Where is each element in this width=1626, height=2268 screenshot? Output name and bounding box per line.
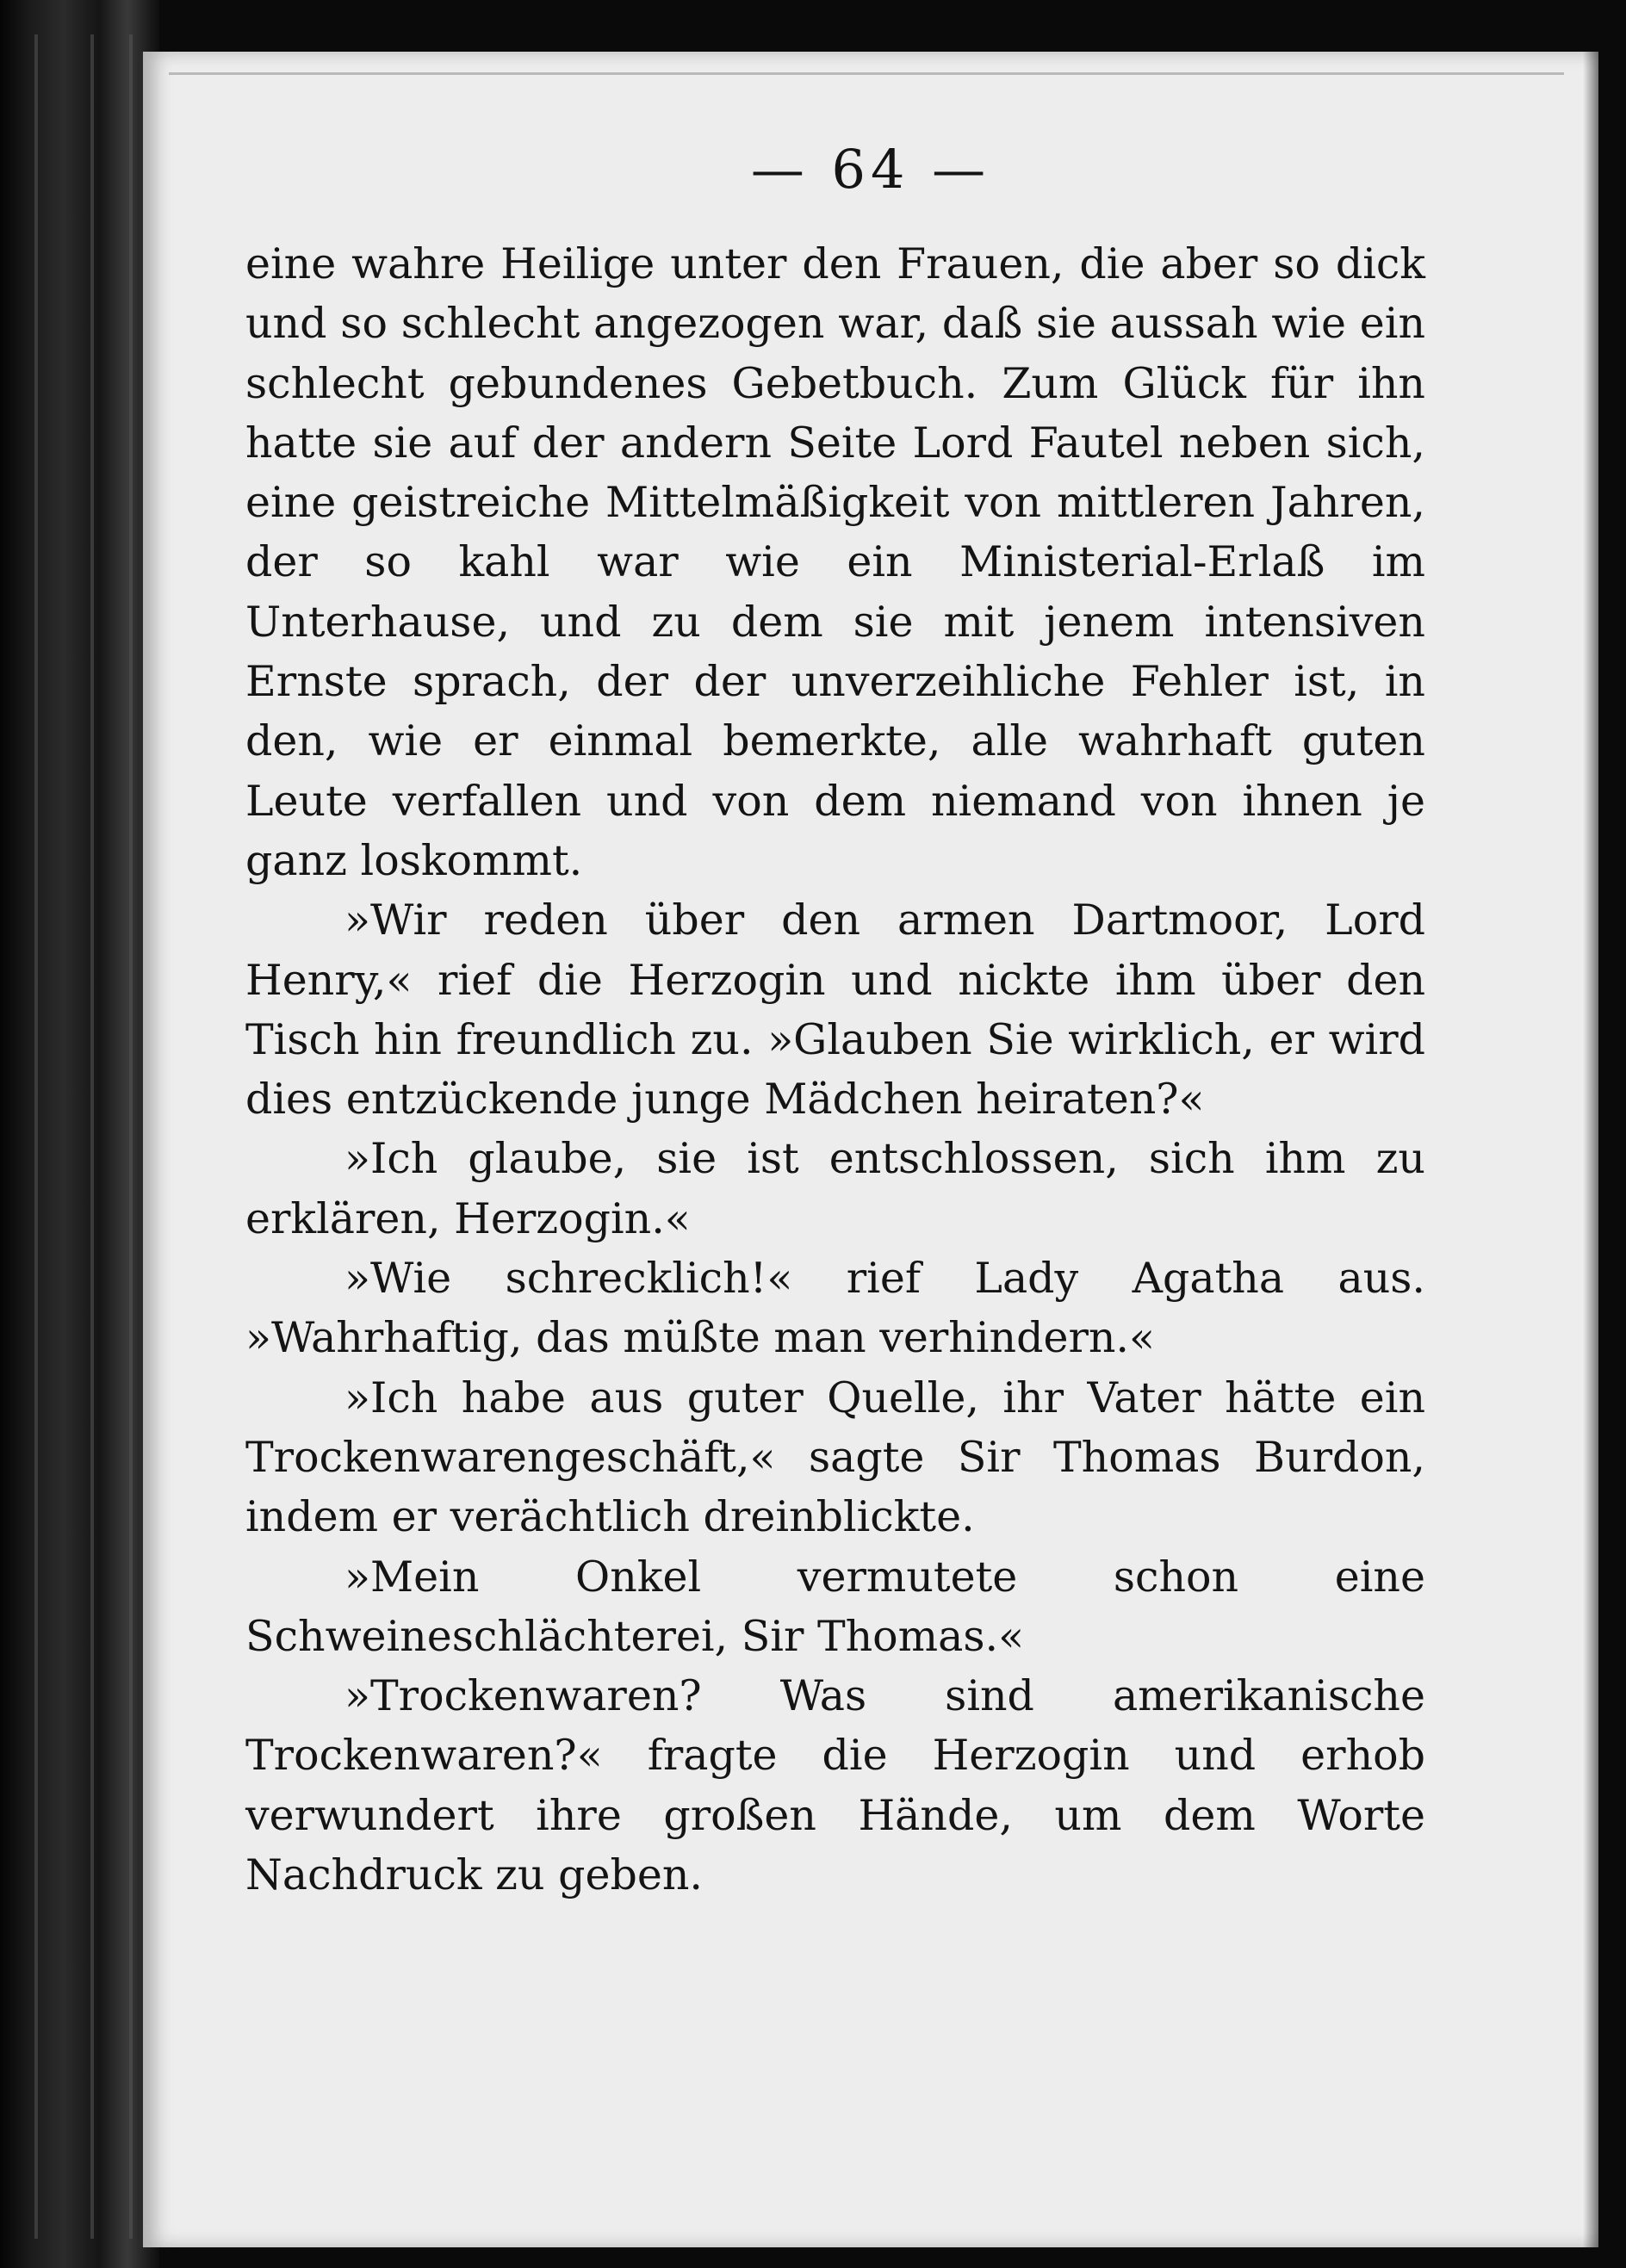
body-text	[245, 234, 1425, 1905]
book-spine	[0, 0, 159, 2268]
spine-crease	[90, 34, 94, 2239]
page-right-shadow	[1583, 0, 1626, 2268]
page-top-edge	[169, 72, 1564, 75]
paragraph: »Wie schrecklich!« rief Lady Agatha aus. »Wahrhaftig, das müßte man verhindern.«	[245, 1254, 1425, 1363]
spine-crease	[34, 34, 38, 2239]
paragraph: »Ich habe aus guter Quelle, ihr Vater hätte ein Trockenwarengeschäft,« sagte Sir Thomas Burdon, indem er verächtlich dreinblickte.	[245, 1373, 1425, 1542]
paragraph: eine wahre Heilige unter den Frauen, die aber so dick und so schlecht angezogen war, daß sie aussah wie ein schlecht gebundenes Gebetbuch. Zum Glück für ihn hatte sie auf der andern Seite Lord Fautel neben sich, eine geistreiche Mittelmäßigkeit von mittleren Jahren, der so kahl war wie ein Ministerial-Erlaß im Unterhause, und zu dem sie mit jenem intensiven Ernste sprach, der der unverzeihliche Fehler ist, in den, wie er einmal bemerkte, alle wahrhaft guten Leute verfallen und von dem niemand von ihnen je ganz loskommt.	[245, 239, 1425, 885]
spine-crease	[129, 34, 133, 2239]
paragraph: »Trockenwaren? Was sind amerikanische Trockenwaren?« fragte die Herzogin und erhob verwundert ihre großen Hände, um dem Worte Nachdruck zu geben.	[245, 1671, 1425, 1900]
paragraph: »Ich glaube, sie ist entschlossen, sich ihm zu erklären, Herzogin.«	[245, 1134, 1425, 1243]
paragraph: »Wir reden über den armen Dartmoor, Lord Henry,« rief die Herzogin und nickte ihm über den Tisch hin freundlich zu. »Glauben Sie wirklich, er wird dies entzückende junge Mädchen heiraten?«	[245, 895, 1425, 1125]
paragraph: »Mein Onkel vermutete schon eine Schweineschlächterei, Sir Thomas.«	[245, 1552, 1425, 1661]
page-number: — 64 —	[750, 138, 991, 201]
